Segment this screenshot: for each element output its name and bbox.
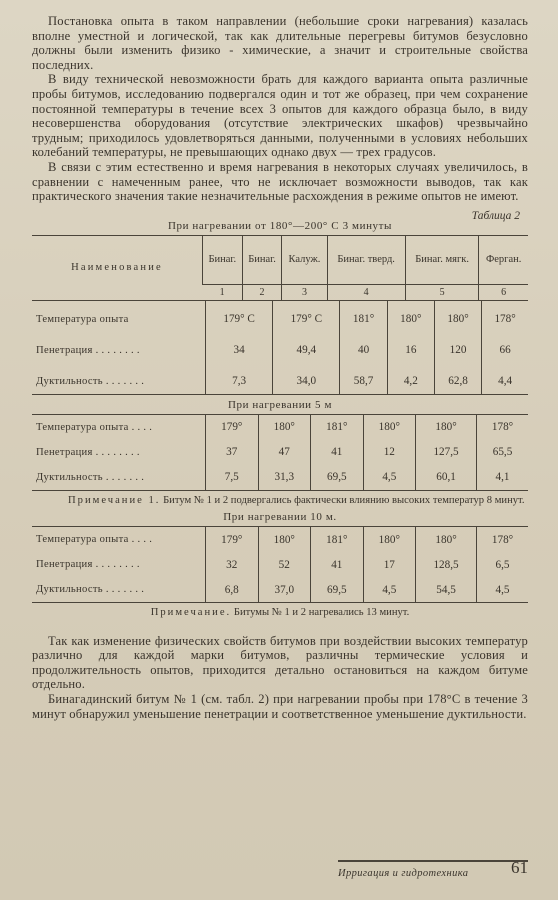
table-row xyxy=(32,414,528,440)
table-cell: 65,5 xyxy=(477,440,528,465)
table-row xyxy=(32,301,528,332)
table-cell: 120 xyxy=(434,332,481,363)
table-cell: 40 xyxy=(340,332,387,363)
row-label: Температура опыта . . . . xyxy=(36,534,153,546)
table-cell: 180° xyxy=(258,527,311,553)
table-cell: 12 xyxy=(363,440,416,465)
table-cell: 180° xyxy=(258,414,311,440)
note-text: Битумы № 1 и 2 нагревались 13 минут. xyxy=(233,607,410,619)
table-row xyxy=(32,527,528,553)
column-header: Бинаг. xyxy=(203,235,243,284)
table-section-title: При нагревании 10 м. xyxy=(223,511,337,524)
row-label: Пенетрация . . . . . . . . xyxy=(36,446,140,458)
row-label: Дуктильность . . . . . . . xyxy=(36,375,145,387)
table-cell: 54,5 xyxy=(416,577,477,603)
page-number: 61 xyxy=(511,858,528,877)
table-cell: 69,5 xyxy=(311,577,364,603)
note-text: Битум № 1 и 2 подвергались фактически влиянию высоких температур 8 минут. xyxy=(163,494,525,506)
paragraph-4: Так как изменение физических свойств битумов при воздействии высоких температур различно для каждой марки битумов, различны термические условия и продолжительность опытов, приходится детально остановиться на каждом битуме отдельно. xyxy=(32,633,528,692)
table-cell: 180° xyxy=(363,527,416,553)
table-cell: 62,8 xyxy=(434,363,481,395)
table-cell: 4,2 xyxy=(387,363,434,395)
table-cell: 34 xyxy=(206,332,273,363)
table-row xyxy=(32,332,528,363)
table-row xyxy=(32,552,528,577)
column-number: 4 xyxy=(327,284,405,300)
column-header: Бинаг. мягк. xyxy=(405,235,479,284)
table-cell: 4,5 xyxy=(477,577,528,603)
table-cell: 52 xyxy=(258,552,311,577)
note-label: Примечание. xyxy=(150,607,232,619)
table-body xyxy=(32,301,528,620)
page-footer xyxy=(338,858,528,879)
table-caption: Таблица 2 xyxy=(471,209,520,222)
column-header: Бинаг. xyxy=(242,235,282,284)
column-number: 1 xyxy=(203,284,243,300)
column-number: 2 xyxy=(242,284,282,300)
table-cell: 181° xyxy=(311,414,364,440)
table-note xyxy=(32,607,528,619)
column-number: 3 xyxy=(282,284,327,300)
table-cell: 179° xyxy=(206,414,259,440)
table-block xyxy=(32,301,528,395)
note-label: Примечание 1. xyxy=(68,494,161,506)
table-cell: 47 xyxy=(258,440,311,465)
table-cell: 180° xyxy=(363,414,416,440)
table-cell: 37 xyxy=(206,440,259,465)
column-header: Ферган. xyxy=(479,235,528,284)
table-cell: 181° xyxy=(311,527,364,553)
table-block xyxy=(32,414,528,491)
table-section-title: При нагревании 5 м xyxy=(227,398,333,411)
table-cell: 49,4 xyxy=(273,332,340,363)
table-cell: 179° С xyxy=(206,301,273,332)
table-cell: 180° xyxy=(416,414,477,440)
table-block xyxy=(32,526,528,603)
table-cell: 7,5 xyxy=(206,465,259,491)
name-column-header: Наименование xyxy=(71,261,163,273)
intro-text xyxy=(32,14,528,204)
table-cell: 16 xyxy=(387,332,434,363)
table-cell: 34,0 xyxy=(273,363,340,395)
table-cell: 128,5 xyxy=(416,552,477,577)
table-row xyxy=(32,440,528,465)
table-cell: 178° xyxy=(482,301,528,332)
table-cell: 41 xyxy=(311,552,364,577)
table-cell: 4,5 xyxy=(363,577,416,603)
table-row xyxy=(32,465,528,491)
column-number: 6 xyxy=(479,284,528,300)
column-header: Калуж. xyxy=(282,235,327,284)
table-cell: 17 xyxy=(363,552,416,577)
table-header xyxy=(32,235,528,301)
table-cell: 69,5 xyxy=(311,465,364,491)
table-cell: 66 xyxy=(482,332,528,363)
paragraph-2: В виду технической невозможности брать для каждого варианта опыта различные пробы битумов, исследованию подвергался один и тот же образец, при чем сохранение постоянной температуры в течение всех 3 опытов для каждого образца было, в виду несовершенства оборудования (отсутствие электрических шкафов) чрезвычайно трудным; приходилось удовлетворяться данными, полученными в условиях небольших колебаний температуры, не превышающих однако двух — трех градусов. xyxy=(32,72,528,160)
table-cell: 178° xyxy=(477,527,528,553)
table-subtitle: При нагревании от 180°—200° С 3 минуты xyxy=(167,219,393,232)
table-cell: 179° С xyxy=(273,301,340,332)
table-cell: 180° xyxy=(387,301,434,332)
table-note xyxy=(32,495,528,507)
row-label: Температура опыта xyxy=(36,313,129,325)
table-cell: 180° xyxy=(416,527,477,553)
paragraph-5: Бинагадинский битум № 1 (см. табл. 2) при нагревании пробы при 178°С в течение 3 минут обнаружил уменьшение пенетрации и соответственное уменьшение дуктильности. xyxy=(32,691,528,721)
row-label: Дуктильность . . . . . . . xyxy=(36,471,145,483)
table-cell: 180° xyxy=(434,301,481,332)
table-cell: 7,3 xyxy=(206,363,273,395)
table-cell: 4,4 xyxy=(482,363,528,395)
column-header: Бинаг. тверд. xyxy=(327,235,405,284)
row-label: Температура опыта . . . . xyxy=(36,421,153,433)
table-cell: 58,7 xyxy=(340,363,387,395)
table-cell: 4,1 xyxy=(477,465,528,491)
paragraph-3: В связи с этим естественно и время нагревания в некоторых случаях увеличилось, в сравнении с намеченным ранее, что не исключает возможности выводов, так как практического значения такие незначительные расхождения в режиме опытов не имеют. xyxy=(32,159,528,204)
table-cell: 179° xyxy=(206,527,259,553)
column-number: 5 xyxy=(405,284,479,300)
paragraph-1: Постановка опыта в таком направлении (небольшие сроки нагревания) казалась вполне уместной и логической, так как длительные перегревы битумов безусловно должны были изменить физико - химические, а значит и строительные свойства последних. xyxy=(32,14,528,72)
row-label: Пенетрация . . . . . . . . xyxy=(36,559,140,571)
row-label: Дуктильность . . . . . . . xyxy=(36,584,145,596)
table-cell: 41 xyxy=(311,440,364,465)
table-cell: 6,8 xyxy=(206,577,259,603)
table-cell: 178° xyxy=(477,414,528,440)
table-cell: 60,1 xyxy=(416,465,477,491)
table-cell: 6,5 xyxy=(477,552,528,577)
table-cell: 37,0 xyxy=(258,577,311,603)
row-label: Пенетрация . . . . . . . . xyxy=(36,344,140,356)
table-cell: 31,3 xyxy=(258,465,311,491)
closing-text xyxy=(32,634,528,722)
table-cell: 4,5 xyxy=(363,465,416,491)
table-cell: 32 xyxy=(206,552,259,577)
table-cell: 181° xyxy=(340,301,387,332)
table-row xyxy=(32,577,528,603)
table-cell: 127,5 xyxy=(416,440,477,465)
journal-name: Ирригация и гидротехника xyxy=(338,868,469,879)
table-row xyxy=(32,363,528,395)
